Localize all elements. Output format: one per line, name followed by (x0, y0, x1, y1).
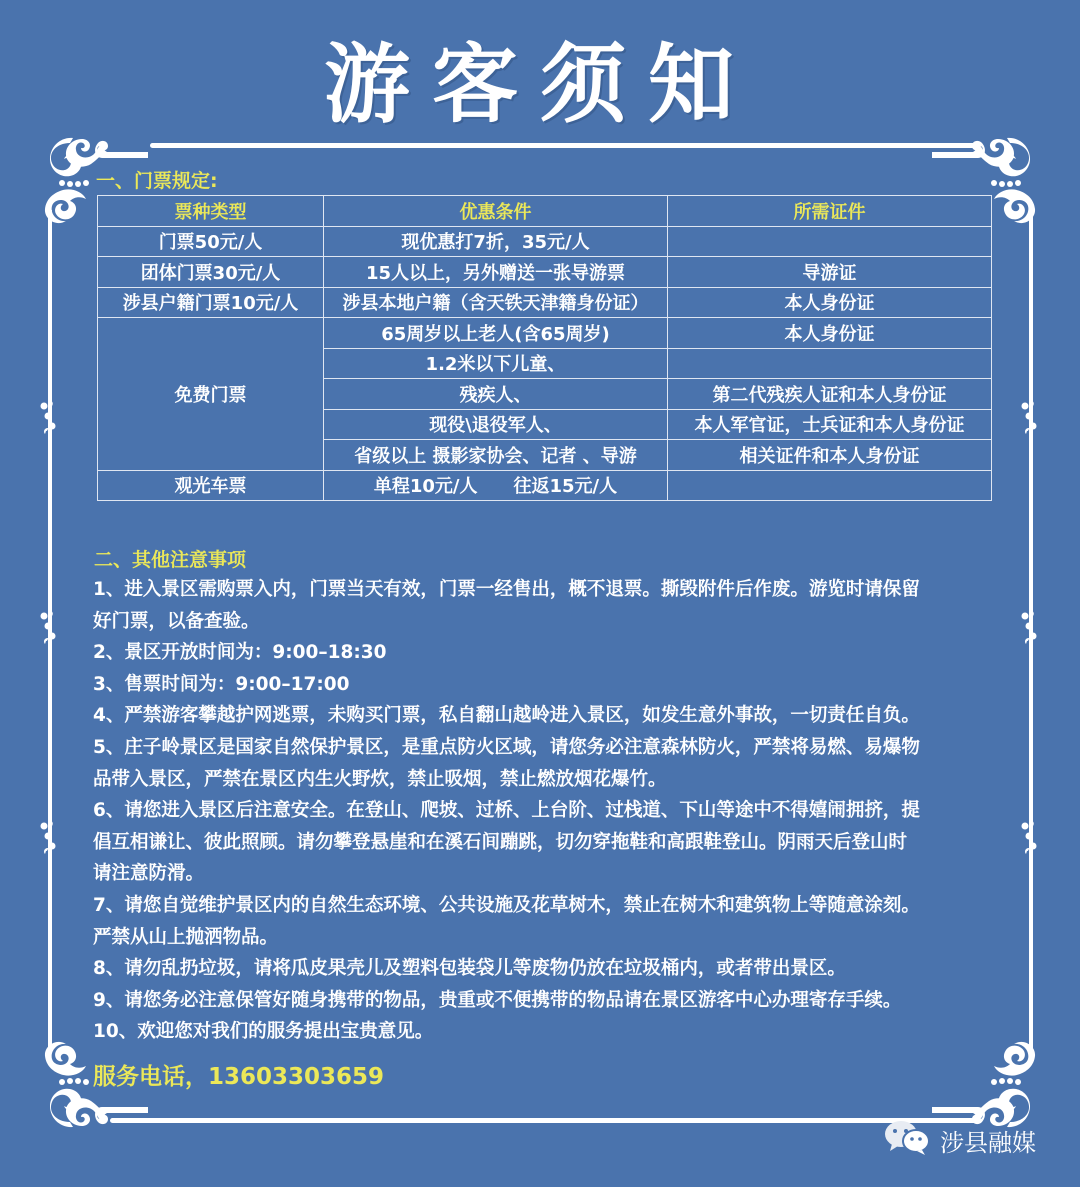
ticket-type-cell: 门票50元/人 (98, 226, 324, 257)
page-title: 游客须知 (324, 35, 756, 135)
note-line: 品带入景区，严禁在景区内生火野炊，禁止吸烟，禁止燃放烟花爆竹。 (93, 768, 667, 790)
note-line: 7、请您自觉维护景区内的自然生态环境、公共设施及花草树木，禁止在树木和建筑物上等随意涂刻。 (93, 894, 920, 916)
notes-list (93, 574, 1005, 1048)
document-cell (668, 470, 992, 501)
frame-bottom-line (110, 1118, 980, 1123)
document-cell: 相关证件和本人身份证 (668, 440, 992, 471)
condition-cell: 单程10元/人 往返15元/人 (324, 470, 668, 501)
column-header: 优惠条件 (324, 196, 668, 227)
document-cell (668, 226, 992, 257)
note-line: 5、庄子岭景区是国家自然保护景区，是重点防火区域，请您务必注意森林防火，严禁将易燃、易爆物 (93, 736, 920, 758)
note-line: 9、请您务必注意保管好随身携带的物品，贵重或不便携带的物品请在景区游客中心办理寄存手续。 (93, 989, 902, 1011)
section-heading-tickets: 一、门票规定: (96, 170, 218, 192)
frame-top-line (150, 143, 980, 148)
ticket-type-cell: 免费门票 (98, 318, 324, 471)
condition-cell: 现役\退役军人、 (324, 409, 668, 440)
document-cell (668, 348, 992, 379)
document-cell: 本人身份证 (668, 318, 992, 349)
section-heading-notes: 二、其他注意事项 (94, 549, 247, 571)
ornament-knot-icon (38, 398, 62, 434)
note-line: 请注意防滑。 (93, 863, 205, 885)
watermark-label: 涉县融媒 (940, 1128, 1036, 1157)
column-header: 票种类型 (98, 196, 324, 227)
table-row (98, 226, 992, 257)
condition-cell: 1.2米以下儿童、 (324, 348, 668, 379)
ticket-type-cell: 团体门票30元/人 (98, 257, 324, 288)
ornament-knot-icon (1019, 608, 1043, 644)
wechat-icon (882, 1119, 934, 1161)
document-cell: 本人身份证 (668, 287, 992, 318)
condition-cell: 省级以上 摄影家协会、记者 、导游 (324, 440, 668, 471)
note-line: 2、景区开放时间为：9:00–18:30 (93, 642, 387, 664)
service-phone: 服务电话，13603303659 (93, 1064, 385, 1090)
table-row (98, 257, 992, 288)
table-header-row (98, 196, 992, 227)
document-cell: 本人军官证，士兵证和本人身份证 (668, 409, 992, 440)
condition-cell: 残疾人、 (324, 379, 668, 410)
table-row (98, 470, 992, 501)
condition-cell: 65周岁以上老人(含65周岁) (324, 318, 668, 349)
note-line: 好门票，以备查验。 (93, 610, 260, 632)
note-line: 8、请勿乱扔垃圾，请将瓜皮果壳儿及塑料包装袋儿等废物仍放在垃圾桶内，或者带出景区。 (93, 958, 846, 980)
note-line: 1、进入景区需购票入内，门票当天有效，门票一经售出，概不退票。撕毁附件后作废。游览时请保留 (93, 579, 920, 600)
condition-cell: 涉县本地户籍（含天铁天津籍身份证） (324, 287, 668, 318)
watermark (882, 1122, 1036, 1158)
note-line: 严禁从山上抛洒物品。 (93, 926, 279, 948)
ornament-knot-icon (1019, 818, 1043, 854)
table-row (98, 318, 992, 349)
condition-cell: 现优惠打7折，35元/人 (324, 226, 668, 257)
document-cell: 第二代残疾人证和本人身份证 (668, 379, 992, 410)
document-cell: 导游证 (668, 257, 992, 288)
ticket-table (97, 195, 992, 501)
note-line: 6、请您进入景区后注意安全。在登山、爬坡、过桥、上台阶、过栈道、下山等途中不得嬉闹拥挤，提 (93, 800, 920, 822)
ornament-knot-icon (38, 818, 62, 854)
table-row (98, 287, 992, 318)
note-line: 倡互相谦让、彼此照顾。请勿攀登悬崖和在溪石间蹦跳，切勿穿拖鞋和高跟鞋登山。阴雨天后登山时 (93, 831, 908, 853)
condition-cell: 15人以上，另外赠送一张导游票 (324, 257, 668, 288)
note-line: 3、售票时间为：9:00–17:00 (93, 673, 350, 695)
ticket-type-cell: 涉县户籍门票10元/人 (98, 287, 324, 318)
note-line: 4、严禁游客攀越护网逃票，未购买门票，私自翻山越岭进入景区，如发生意外事故，一切责任自负。 (93, 705, 920, 727)
column-header: 所需证件 (668, 196, 992, 227)
ticket-type-cell: 观光车票 (98, 470, 324, 501)
ornament-knot-icon (38, 608, 62, 644)
ornament-knot-icon (1019, 398, 1043, 434)
note-line: 10、欢迎您对我们的服务提出宝贵意见。 (93, 1021, 434, 1043)
